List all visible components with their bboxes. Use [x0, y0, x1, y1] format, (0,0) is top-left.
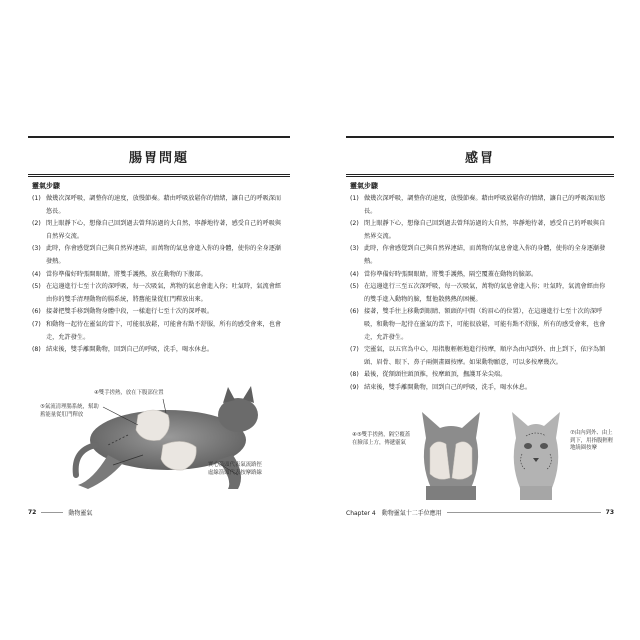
right-footer — [346, 508, 614, 517]
step-item: (1) 做幾次深呼吸，調整你的速度，放慢節奏。藉由呼吸放鬆你的情緒，讓自己的呼吸深而悠長。 — [32, 195, 282, 215]
step-item: (3) 此時，你會感覺到自己與自然界連結，而萬物的氣息會進入你的身體，使你的全身逐漸發熱。 — [32, 245, 282, 265]
step-item: (5) 在這邊進行三至五次深呼吸，每一次吸氣，萬物的氣息會進入你；吐氣時，氣流會經由你的雙手進入動物的臉，幫他散熱熱的困擾。 — [350, 283, 606, 303]
right-callout-massage: ⑦由內到外、由上到下，用指腹輕輕地繞圈按摩 — [570, 430, 614, 451]
step-item: (7) 和動物一起待在靈氣的當下，可能很放鬆，可能會有點不舒服，所有的感受會來，也會走，允許發生。 — [32, 320, 282, 341]
step-item: (1) 做幾次深呼吸，調整你的速度，放慢節奏。藉由呼吸放鬆你的情緒，讓自己的呼吸深而悠長。 — [350, 195, 606, 215]
step-item: (2) 閉上眼靜下心，想像自己回到過去曾拜訪過的大自然，寧靜地待著，感受自己的呼吸與自然界交流。 — [350, 220, 606, 240]
left-callout-airflow: ⑤氣流清理腸系統，幫助舊能量從肛門釋放 — [40, 404, 99, 418]
left-callout-hands-position: ④雙手搓熱，放在下腹部位置 — [94, 390, 164, 396]
left-footer — [28, 508, 290, 517]
step-item: (6) 接著，雙手往上移動到眼睛、額頭的中間（約眉心的位置），在這邊進行七至十次的深呼吸，和動物一起待在靈氣的當下，可能很放鬆，可能有點不舒服，所有的感受會來，也會走，允許發生。 — [350, 308, 606, 341]
step-item: (4) 當你準備好時張開眼睛，將雙手護熱，放在動物的下腹部。 — [32, 270, 207, 278]
right-section-heading: 靈氣步驟 — [350, 182, 378, 190]
cat-belly-illustration — [68, 385, 268, 495]
step-item: (7) 完靈氣，以五官為中心，用指腹輕輕地進行按摩，順序為由內到外、由上到下，依序為額頭、眉骨、眼下、鼻子兩側畫圈按摩。如果動物願意，可以多按摩幾次。 — [350, 346, 606, 366]
right-callout-hands-cover: ④⑤雙手搓熱，隔空覆蓋在臉部上方，傳遞靈氣 — [352, 432, 411, 446]
left-running-title: 動物靈氣 — [68, 510, 93, 517]
left-callout-legend: 實心箭頭代表氣流路徑 虛線箭頭代表按摩路線 — [208, 462, 262, 476]
step-item: (6) 接著把雙手移到動物身體中段，一樣進行七至十次的深呼吸。 — [32, 308, 214, 316]
step-item: (8) 最後，從額頭往頭頂推，按摩頭頂，撫護耳朵尖端。 — [350, 371, 507, 379]
step-item: (5) 在這邊進行七至十次的深呼吸，每一次吸氣，萬物的氣息會進入你；吐氣時，氣流會經由你的雙手清理動物的腸系統，將舊能量從肛門釋放出來。 — [32, 283, 282, 303]
step-item: (3) 此時，你會感覺到自己與自然界連結，而萬物的氣息會進入你的身體，使你的全身逐漸發熱。 — [350, 245, 606, 265]
right-page — [346, 0, 614, 640]
step-item: (9) 結束後，雙手離開動物，回到自己的呼吸，洗手，喝水休息。 — [350, 383, 532, 391]
footer-rule — [41, 512, 63, 513]
left-page — [28, 0, 290, 640]
step-item: (2) 閉上眼靜下心，想像自己回到過去曾拜訪過的大自然，寧靜地待著，感受自己的呼吸與自然界交流。 — [32, 220, 282, 240]
footer-rule — [447, 512, 601, 513]
right-page-number: 73 — [605, 509, 614, 516]
right-title-box — [346, 136, 614, 177]
left-steps-list — [32, 193, 286, 357]
left-section-heading: 靈氣步驟 — [32, 182, 60, 190]
right-running-title: Chapter 4 動物靈氣十二手位應用 — [346, 510, 442, 517]
right-steps-list — [350, 193, 610, 395]
left-title-box — [28, 136, 290, 177]
left-page-title: 腸胃問題 — [128, 150, 189, 166]
left-page-number: 72 — [28, 509, 37, 516]
cat-face-hands-illustration — [416, 408, 486, 500]
cat-face-massage-illustration — [506, 408, 566, 500]
step-item: (8) 結束後，雙手離開動物，回到自己的呼吸，洗手，喝水休息。 — [32, 346, 214, 354]
step-item: (4) 當你準備好時張開眼睛，將雙手護熱，隔空覆蓋在動物的臉部。 — [350, 270, 538, 278]
right-page-title: 感冒 — [464, 150, 495, 166]
